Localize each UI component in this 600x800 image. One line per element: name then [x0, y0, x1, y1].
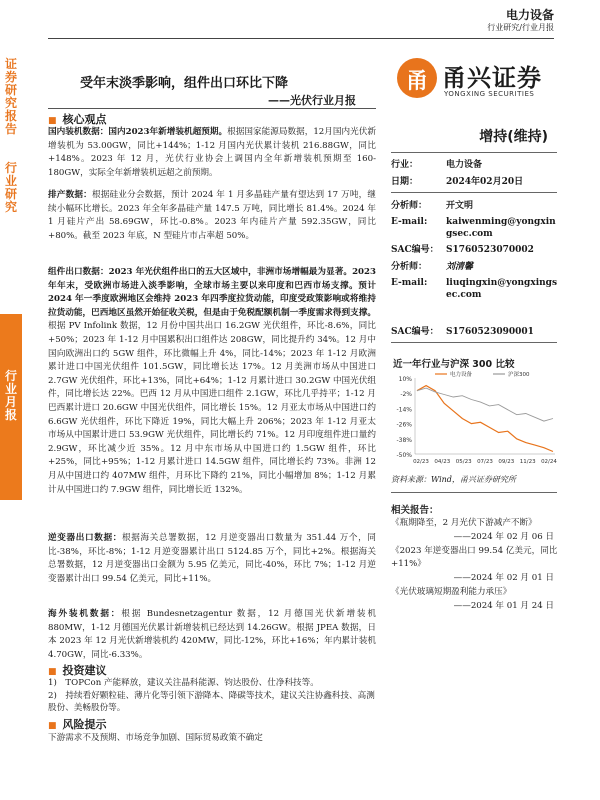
chart-legend — [435, 370, 530, 378]
x-tick-label: 02/23 — [413, 459, 429, 465]
investment-heading — [48, 662, 107, 678]
chart-series — [417, 386, 553, 452]
analyst-name: 刘清馨 — [446, 262, 474, 272]
sac-label: SAC编号： — [391, 245, 439, 255]
related-report-title[interactable]: 《光伏玻璃短期盈利能力承压》 — [391, 587, 512, 597]
sac-value: S1760523070002 — [446, 245, 534, 255]
header-category: 电力设备 — [505, 8, 554, 22]
analyst-label: 分析师： — [391, 201, 428, 211]
paragraph-inverter-export — [48, 532, 376, 586]
legend-label: 电力设备 — [450, 372, 473, 378]
x-tick-label: 07/23 — [477, 459, 493, 465]
investment-list — [48, 677, 378, 715]
list-item: 1) TOPCon 产能释放，建议关注晶科能源、钧达股份、仕净科技等。 — [48, 678, 319, 688]
paragraph-body: 根据硅业分会数据，预计 2024 年 1 月多晶硅产量有望达到 17 万吨，继续小幅环比增长。2023 年全年多晶硅产量 147.5 万吨，同比增长 81.4%。2024 年 1 月硅片产出 58.69GW，环比-0.8%。2023 年内硅片产量 592.35GW，同比+80%。截至 2023 年底，N 型硅片市占率超 50%。 — [48, 190, 376, 241]
sac-value: S1760523090001 — [446, 327, 534, 337]
risk-heading — [48, 716, 107, 732]
risk-label: 风险提示 — [62, 718, 107, 731]
email-label: E-mail: — [391, 217, 428, 227]
analyst-email[interactable]: liuqingxin@yongxingsec.com — [446, 278, 558, 300]
paragraph-lead: 排产数据： — [48, 190, 92, 200]
industry-label: 行业： — [391, 160, 419, 170]
core-view-label: 核心观点 — [62, 113, 107, 126]
date-row — [391, 174, 523, 187]
sidebar-report-type: 证券研究报告 — [4, 57, 17, 136]
x-tick-label: 04/23 — [434, 459, 451, 465]
related-report-date: ——2024 年 01 月 24 日 — [453, 601, 554, 611]
analyst-email[interactable]: kaiwenming@yongxingsec.com — [446, 217, 556, 239]
related-report-date: ——2024 年 02 月 06 日 — [453, 532, 554, 542]
industry-row — [391, 157, 482, 170]
x-tick-label: 05/23 — [455, 459, 472, 465]
y-tick-label: 10% — [398, 376, 412, 383]
header-divider — [48, 38, 554, 39]
paragraph-lead: 海外装机数据： — [48, 609, 122, 619]
analyst-divider — [391, 342, 557, 343]
paragraph-body: 根据 Bundesnetzagentur 数据，12 月德国光伏新增装机 880MW，1-12 月德国光伏累计新增装机已经达到 14.26GW。根据 JPEA 数据，日本 2023 年 12 月光伏新增装机约 420MW，同比-12%，环比+16%；年内累计装机 4.70GW，同比-6.33%。 — [48, 609, 376, 660]
y-tick-label: -14% — [396, 406, 412, 414]
sidebar-monthly-badge: 行业月报 — [0, 314, 22, 500]
date-label: 日期： — [391, 177, 419, 187]
paragraph-lead: 国内装机数据：国内2023年新增装机超预期。 — [48, 127, 228, 137]
sac-row — [391, 324, 534, 337]
performance-chart — [391, 370, 559, 472]
legend-label: 沪深300 — [508, 372, 530, 378]
square-bullet-icon: ■ — [48, 721, 57, 731]
paragraph-body: 根据 PV Infolink 数据，12 月份中国共出口 16.2GW 光伏组件，环比-8.6%，同比+50%；2023 年 1-12 月中国累积出口组件达 208GW，同比提升约 34%。12 月中国向欧洲出口约 5GW 组件，环比微幅上升 4%，同比-14%；2023 年 1-12 月欧洲累计进口中国光伏组件 101.5GW，同比增长达 17%。12 月美洲市场从中国进口 2.7GW 光伏组件，环比+13%，同比+64%；1-12 月累计进口 30.2GW 中国光伏组件，同比增长达 22%。巴西 12 月从中国进口组件 2.1GW，环比几乎持平；1-12 月巴西累计进口 20.6GW 中国光伏组件，同比增长 15%。12 月亚太市场从中国进口约 6.6GW 光伏组件，环比下降近 19%，同比大幅上升 206%；2023 年 1-12 月亚太市场从中国累计进口 53.9GW 光伏组件，同比增长约 71%。12 月印度组件进口量约 2.9GW，环比减少近 35%。12 月中东市场从中国进口约 1.5GW 组件，环比+25%，同比+95%；1-12 月累计进口 14.5GW 组件，同比增长约 73%。非洲 12 月从中国进口约 407MW 组件，月环比下降约 21%，同比小幅增加 8%；1-12 月累计从中国进口约 7.9GW 组件，同比增长近 132%。 — [48, 321, 376, 495]
brand-name: 甬兴证券 — [442, 64, 542, 92]
analyst-row — [391, 259, 473, 272]
report-subtitle: ——光伏行业月报 — [268, 94, 356, 107]
sac-label: SAC编号： — [391, 327, 439, 337]
sidebar-research-type: 行业研究 — [4, 161, 17, 214]
paragraph-production — [48, 189, 376, 243]
related-report-title[interactable]: 《2023 年逆变器出口 99.54 亿美元，同比+11%》 — [391, 546, 558, 569]
investment-label: 投资建议 — [62, 664, 107, 677]
y-tick-label: -50% — [396, 452, 412, 459]
risk-text: 下游需求不及预期、市场竞争加剧、国际贸易政策不确定 — [48, 733, 263, 743]
title-divider — [48, 108, 376, 109]
paragraph-body: 根据国家能源局数据，12月国内光伏新增装机为 53.00GW，同比+144%；1-12 月国内光伏累计装机 216.88GW，同比+148%。2023 年 12 月，光伏行业协会上调国内全年新增装机预期至 160-180GW，实际全年新增装机远超之前预期。 — [48, 127, 376, 178]
rating-divider — [391, 152, 557, 153]
x-tick-label: 09/23 — [498, 459, 515, 465]
analyst-name: 开文明 — [446, 201, 474, 211]
email-label: E-mail: — [391, 278, 428, 288]
chart-source: 资料来源：Wind，甬兴证券研究所 — [391, 475, 516, 484]
info-divider — [391, 192, 557, 193]
brand-logo-char: 甬 — [405, 69, 428, 94]
chart-divider — [391, 492, 557, 493]
date-value: 2024年02月20日 — [446, 177, 524, 187]
paragraph-body: 根据海关总署数据，12 月逆变器出口数量为 351.44 万个，同比-38%，环比-8%；1-12 月逆变器累计出口 5124.85 万个，同比+2%。根据海关总署数据，12 月逆变器出口金额为 5.95 亿美元，同比-40%，环比 7%；1-12 月逆变器累计出口 99.54 亿美元，同比+11%。 — [48, 533, 376, 584]
paragraph-lead: 逆变器出口数据： — [48, 533, 122, 543]
x-tick-label: 11/23 — [519, 459, 536, 465]
rating: 增持(维持) — [479, 129, 548, 145]
analyst-row — [391, 198, 473, 211]
square-bullet-icon: ■ — [48, 667, 57, 677]
related-heading: 相关报告： — [391, 505, 439, 516]
brand-name-en: YONGXING SECURITIES — [444, 90, 535, 98]
y-tick-label: -2% — [400, 391, 412, 399]
header-subcategory: 行业研究/行业月报 — [487, 23, 554, 32]
x-tick-label: 02/24 — [541, 459, 557, 465]
industry-value: 电力设备 — [446, 160, 483, 170]
analyst-label: 分析师： — [391, 262, 428, 272]
paragraph-lead: 组件出口数据：2023 年光伏组件出口的五大区域中，非洲市场增幅最为显著。2023 年年末，受欧洲市场进入淡季影响，全球市场主要以来印度和巴西市场支撑。预计 2024 年一季度欧洲地区会维持 2023 年四季度拉货动能，印度受政策影响或将维持拉货动能，巴西地区虽然开始征收关税，但是由于免税配额机制一季度需求得到支撑。 — [48, 267, 376, 318]
related-report-date: ——2024 年 02 月 01 日 — [453, 573, 554, 583]
sac-row — [391, 242, 534, 255]
report-title: 受年末淡季影响，组件出口环比下降 — [80, 76, 289, 91]
paragraph-domestic-install — [48, 126, 376, 180]
y-tick-label: -26% — [396, 421, 412, 429]
y-tick-label: -38% — [396, 436, 412, 444]
paragraph-module-export — [48, 266, 376, 497]
core-view-heading — [48, 111, 107, 127]
chart-title: 近一年行业与沪深 300 比较 — [393, 359, 515, 370]
related-report-title[interactable]: 《瓶期降至，2 月光伏下游减产不断》 — [391, 518, 537, 528]
square-bullet-icon: ■ — [48, 116, 57, 126]
paragraph-overseas-install — [48, 608, 376, 662]
series-line-industry — [417, 386, 553, 452]
list-item: 2) 持续看好颗粒硅、薄片化等引领下游降本、降碳等技术，建议关注协鑫科技、高测股份、美畅股份等。 — [48, 690, 375, 713]
